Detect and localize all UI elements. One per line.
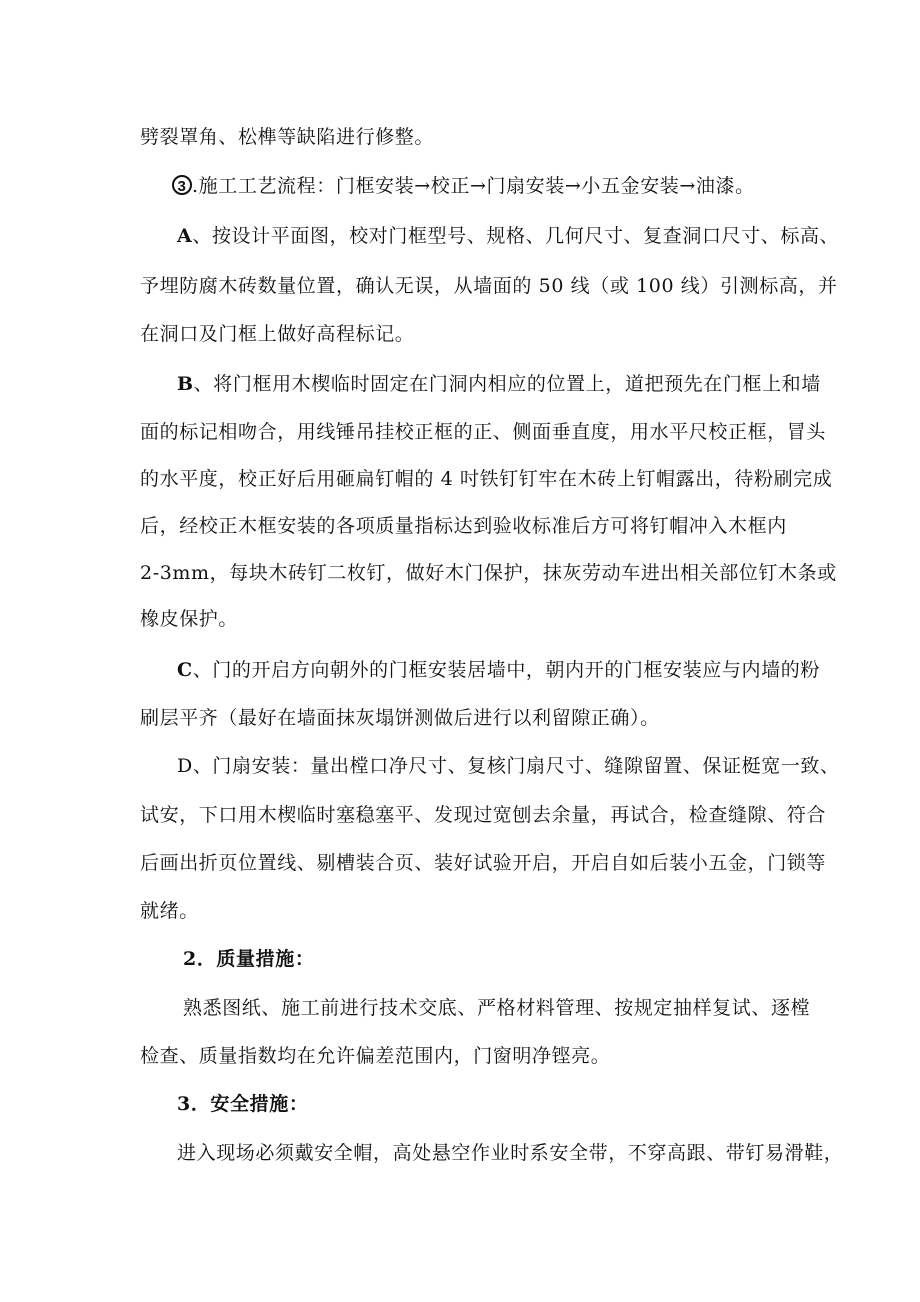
paragraph-line: 熟悉图纸、施工前进行技术交底、严格材料管理、按规定抽样复试、逐樘 xyxy=(183,997,811,1019)
paragraph-line: 面的标记相吻合，用线锤吊挂校正框的正、侧面垂直度，用水平尺校正框，冒头 xyxy=(140,421,827,443)
paragraph-c-text: 、门的开启方向朝外的门框安装居墙中，朝内开的门框安装应与内墙的粉 xyxy=(192,659,820,681)
paragraph-d-line: D、门扇安装：量出樘口净尺寸、复核门扇尺寸、缝隙留置、保证梃宽一致、 xyxy=(177,755,840,777)
process-flow-line xyxy=(172,174,755,198)
paragraph-line: 进入现场必须戴安全帽，高处悬空作业时系安全带，不穿高跟、带钉易滑鞋， xyxy=(177,1142,844,1164)
paragraph-line: 予埋防腐木砖数量位置，确认无误，从墙面的 50 线（或 100 线）引测标高，并 xyxy=(140,275,838,297)
paragraph-line: 后画出折页位置线、剔槽装合页、装好试验开启，开启自如后装小五金，门锁等 xyxy=(140,852,827,874)
circled-number-marker: 3 xyxy=(172,175,192,195)
item-label-b: B xyxy=(177,373,194,395)
paragraph-line: 劈裂罩角、松榫等缺陷进行修整。 xyxy=(140,126,435,148)
paragraph-a-line xyxy=(177,224,839,248)
paragraph-line: 的水平度，校正好后用砸扁钉帽的 4 吋铁钉钉牢在木砖上钉帽露出，待粉刷完成 xyxy=(140,468,833,490)
paragraph-line: 橡皮保护。 xyxy=(140,608,239,630)
section-number: 3． xyxy=(177,1093,211,1115)
paragraph-c-line xyxy=(177,658,820,682)
paragraph-line: 就绪。 xyxy=(140,900,199,922)
paragraph-b-line xyxy=(177,372,821,396)
section-number: 2． xyxy=(183,948,217,970)
section-title: 安全措施： xyxy=(210,1093,309,1115)
section-heading-quality xyxy=(183,947,314,971)
paragraph-line: 后，经校正木框安装的各项质量指标达到验收标准后方可将钉帽冲入木框内 xyxy=(140,515,787,537)
paragraph-line: 刷层平齐（最好在墙面抹灰塌饼测做后进行以利留隙正确）。 xyxy=(140,707,660,729)
section-title: 质量措施： xyxy=(216,948,315,970)
section-heading-safety xyxy=(177,1092,308,1116)
paragraph-b-text: 、将门框用木楔临时固定在门洞内相应的位置上，道把预先在门框上和墙 xyxy=(193,373,821,395)
item-label-a: A xyxy=(177,225,193,247)
paragraph-line: 试安，下口用木楔临时塞稳塞平、发现过宽刨去余量，再试合，检查缝隙、符合 xyxy=(140,804,827,826)
paragraph-line: 在洞口及门框上做好高程标记。 xyxy=(140,323,415,345)
paragraph-line: 2-3mm，每块木砖钉二枚钉，做好木门保护，抹灰劳动车进出相关部位钉木条或 xyxy=(140,562,837,584)
item-label-c: C xyxy=(177,659,193,681)
paragraph-a-text: 、按设计平面图，校对门框型号、规格、几何尺寸、复查洞口尺寸、标高、 xyxy=(192,225,840,247)
paragraph-line: 检查、质量指数均在允许偏差范围内，门窗明净铿亮。 xyxy=(140,1045,611,1067)
process-flow-text: .施工工艺流程：门框安装→校正→门扇安装→小五金安装→油漆。 xyxy=(192,175,755,197)
